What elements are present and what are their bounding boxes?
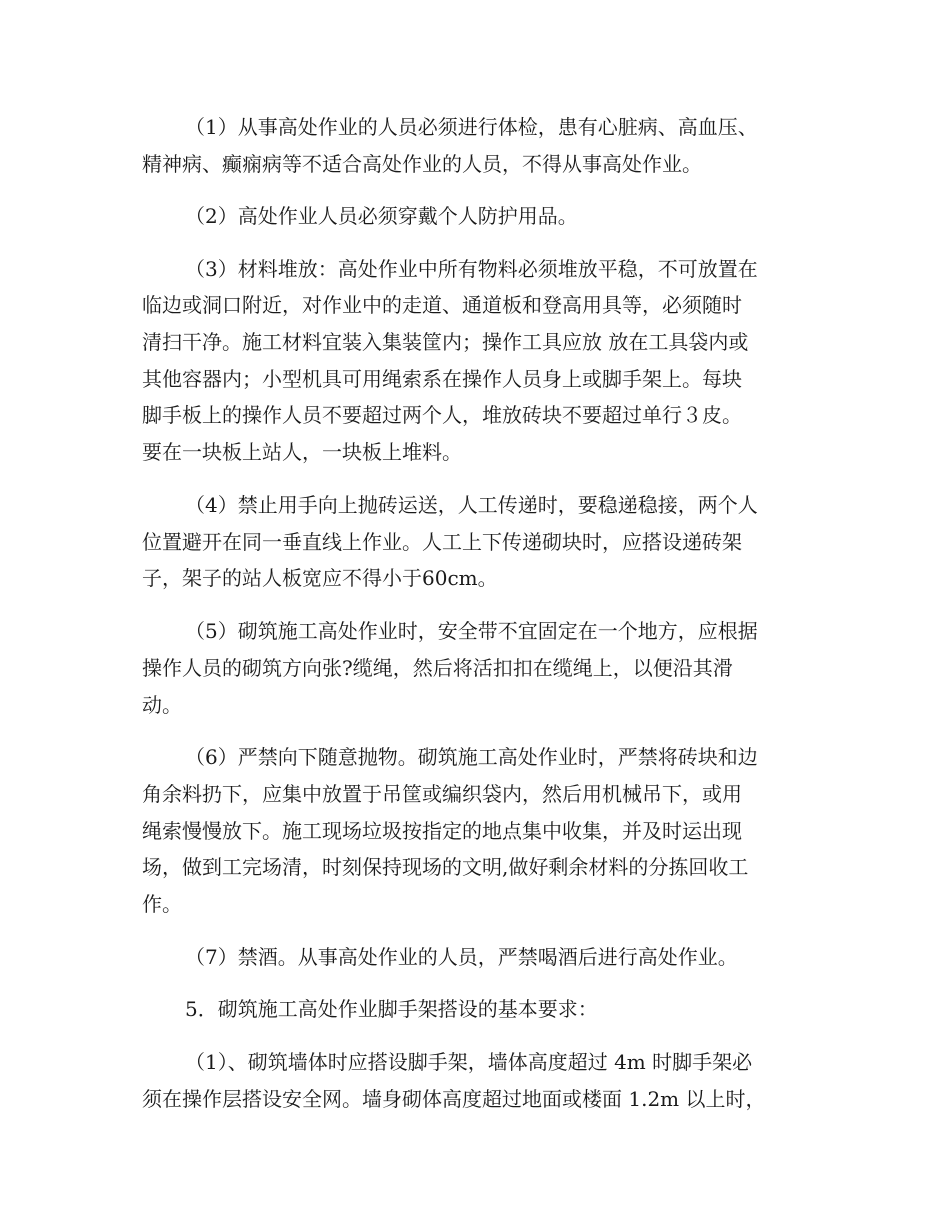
paragraph-1-line-1: （1）从事高处作业的人员必须进行体检，患有心脏病、高血压、 (185, 115, 758, 139)
paragraph-5-line-3: 动。 (142, 693, 182, 717)
paragraph-3-line-2: 临边或洞口附近，对作业中的走道、通道板和登高用具等，必须随时 (142, 293, 742, 317)
paragraph-3-line-1: （3）材料堆放：高处作业中所有物料必须堆放平稳，不可放置在 (185, 257, 758, 281)
paragraph-6-line-2: 角余料扔下，应集中放置于吊筐或编织袋内，然后用机械吊下，或用 (142, 782, 742, 806)
paragraph-6-line-4: 场，做到工完场清，时刻保持现场的文明,做好剩余材料的分拣回收工 (142, 855, 749, 879)
paragraph-3-line-3: 清扫干净。施工材料宜装入集装筐内；操作工具应放 放在工具袋内或 (142, 330, 749, 354)
section-heading: 5．砌筑施工高处作业脚手架搭设的基本要求： (185, 997, 598, 1021)
paragraph-4-line-2: 位置避开在同一垂直线上作业。人工上下传递砌块时，应搭设递砖架 (142, 530, 742, 554)
paragraph-8-line-1: （1）、砌筑墙体时应搭设脚手架，墙体高度超过 4m 时脚手架必 (185, 1050, 753, 1074)
paragraph-2-line-1: （2）高处作业人员必须穿戴个人防护用品。 (185, 204, 578, 228)
paragraph-1-line-2: 精神病、癫痫病等不适合高处作业的人员，不得从事高处作业。 (142, 152, 702, 176)
paragraph-7-line-1: （7）禁酒。从事高处作业的人员，严禁喝酒后进行高处作业。 (185, 945, 738, 969)
paragraph-6-line-5: 作。 (142, 892, 182, 916)
paragraph-3-line-6: 要在一块板上站人，一块板上堆料。 (142, 440, 462, 464)
paragraph-5-line-1: （5）砌筑施工高处作业时，安全带不宜固定在一个地方，应根据 (185, 619, 758, 643)
paragraph-6-line-1: （6）严禁向下随意抛物。砌筑施工高处作业时，严禁将砖块和边 (185, 745, 758, 769)
paragraph-3-line-4: 其他容器内；小型机具可用绳索系在操作人员身上或脚手架上。每块 (142, 367, 742, 391)
paragraph-8-line-2: 须在操作层搭设安全网。墙身砌体高度超过地面或楼面 1.2m 以上时， (142, 1087, 766, 1111)
paragraph-4-line-1: （4）禁止用手向上抛砖运送，人工传递时，要稳递稳接，两个人 (185, 493, 758, 517)
paragraph-4-line-3: 子，架子的站人板宽应不得小于60cm。 (142, 566, 498, 590)
paragraph-6-line-3: 绳索慢慢放下。施工现场垃圾按指定的地点集中收集，并及时运出现 (142, 819, 742, 843)
paragraph-5-line-2: 操作人员的砌筑方向张?缆绳，然后将活扣扣在缆绳上，以便沿其滑 (142, 656, 733, 680)
paragraph-3-line-5: 脚手板上的操作人员不要超过两个人，堆放砖块不要超过单行３皮。 (142, 403, 742, 427)
